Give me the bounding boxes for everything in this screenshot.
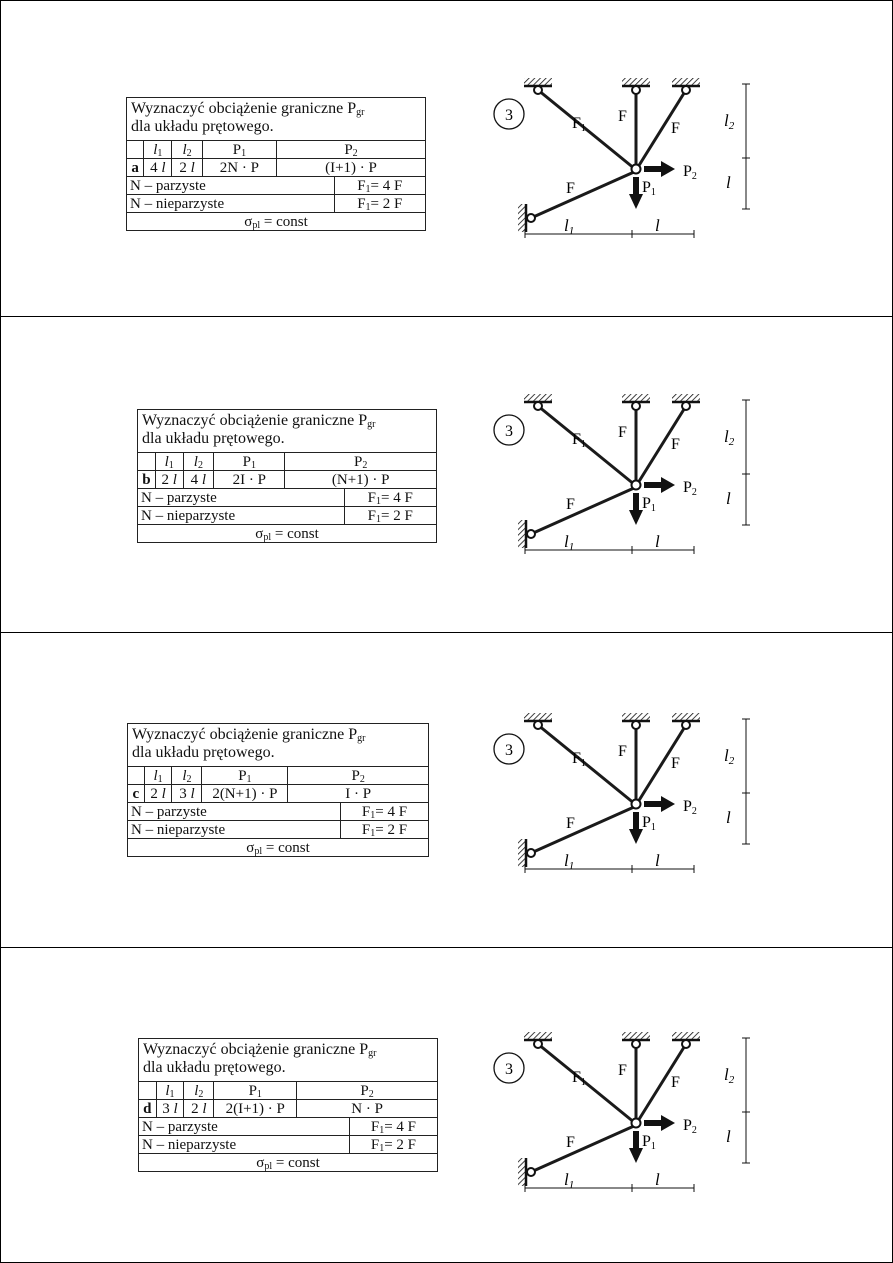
support-middle-top: [622, 1032, 650, 1040]
task-title: [139, 1039, 438, 1082]
title-line1: Wyznaczyć obciążenie graniczne P: [143, 1041, 369, 1058]
value-l1: 3 l: [156, 1100, 184, 1118]
value-l2: 2 l: [184, 1100, 214, 1118]
variant-letter: a: [127, 159, 144, 177]
row-odd-f1: $F_1= 2$ F: [334, 195, 425, 213]
hinge-left-bottom: [527, 1168, 535, 1176]
value-l1: 2 l: [144, 785, 172, 803]
variant-letter: c: [128, 785, 145, 803]
problem-number: 3: [505, 742, 513, 759]
node-joint: [632, 800, 641, 809]
task-title: [138, 410, 437, 453]
title-sub: gr: [357, 733, 366, 744]
bar-f-bottom: [531, 172, 634, 218]
header-l1: $l_1$: [144, 767, 172, 785]
label-p1: P1: [642, 814, 656, 833]
row-even-label: N – parzyste: [139, 1118, 350, 1136]
hinge-middle-top: [632, 86, 640, 94]
load-p1-arrow: [629, 1131, 643, 1163]
task-table: [127, 723, 429, 857]
bar-f1: [538, 406, 635, 485]
title-line2: dla układu prętowego.: [142, 430, 285, 447]
label-f-bottom: F: [566, 1134, 575, 1151]
row-odd-f1: $F_1= 2$ F: [349, 1136, 437, 1154]
label-f-vertical: F: [618, 743, 627, 760]
hinge-left-top: [534, 1040, 542, 1048]
label-f1: F1: [572, 431, 586, 450]
row-even-label: N – parzyste: [128, 803, 341, 821]
support-left-top: [524, 78, 552, 86]
support-right-top: [672, 1032, 700, 1040]
sigma-row: $\sigma_{pl}$ = const: [138, 525, 437, 543]
problem-number: 3: [505, 107, 513, 124]
header-blank: [139, 1082, 157, 1100]
header-p2: $P_2$: [276, 141, 425, 159]
node-joint: [632, 1119, 641, 1128]
dim-label-l-horizontal: l: [655, 532, 660, 551]
dimension-horizontal: [525, 546, 694, 554]
header-l1: $l_1$: [155, 453, 183, 471]
header-p2: $P_2$: [297, 1082, 438, 1100]
row-even-f1: $F_1= 4$ F: [340, 803, 428, 821]
label-f1: F1: [572, 750, 586, 769]
row-odd-f1: $F_1= 2$ F: [344, 507, 436, 525]
dim-label-l-vertical: l: [726, 808, 731, 827]
header-p2: $P_2$: [285, 453, 437, 471]
header-p1: $P_1$: [202, 141, 276, 159]
label-p1: P1: [642, 495, 656, 514]
hinge-left-top: [534, 86, 542, 94]
value-l1: 4 l: [144, 159, 172, 177]
header-blank: [127, 141, 144, 159]
header-p2: $P_2$: [288, 767, 429, 785]
hinge-middle-top: [632, 1040, 640, 1048]
load-p2-arrow: [644, 477, 675, 493]
header-blank: [128, 767, 145, 785]
value-p2: (I+1) · P: [276, 159, 425, 177]
dim-label-l-vertical: l: [726, 173, 731, 192]
label-p1: P1: [642, 179, 656, 198]
label-p2: P2: [683, 479, 697, 498]
title-sub: gr: [356, 107, 365, 118]
dim-label-l-horizontal: l: [655, 216, 660, 235]
problem-panel-a: [1, 1, 892, 316]
support-left-bottom: [518, 520, 526, 548]
task-table: [137, 409, 437, 543]
task-table: [138, 1038, 438, 1172]
dim-label-l-horizontal: l: [655, 851, 660, 870]
problem-panel-d: [1, 947, 892, 1262]
value-p1: 2(I+1) · P: [214, 1100, 297, 1118]
title-line2: dla układu prętowego.: [132, 744, 275, 761]
truss-diagram: [491, 1030, 791, 1210]
value-l2: 2 l: [172, 159, 203, 177]
problem-number: 3: [505, 1061, 513, 1078]
dimension-horizontal: [525, 1184, 694, 1192]
load-p2-arrow: [644, 1115, 675, 1131]
label-f-right: F: [671, 1074, 680, 1091]
title-line2: dla układu prętowego.: [143, 1059, 286, 1076]
load-p2-arrow: [644, 161, 675, 177]
row-odd-label: N – nieparzyste: [128, 821, 341, 839]
dimension-vertical: [742, 400, 750, 525]
bar-f-bottom: [531, 1126, 634, 1172]
dimension-vertical: [742, 719, 750, 844]
bar-f1: [538, 1044, 635, 1123]
hinge-left-bottom: [527, 849, 535, 857]
title-sub: gr: [367, 419, 376, 430]
hinge-right-top: [682, 721, 690, 729]
bar-f1: [538, 90, 635, 169]
dim-label-l-horizontal: l: [655, 1170, 660, 1189]
value-l1: 2 l: [155, 471, 183, 489]
task-title: [127, 98, 426, 141]
dim-label-l2: l2: [724, 427, 735, 448]
label-f1: F1: [572, 1069, 586, 1088]
label-p2: P2: [683, 798, 697, 817]
label-f-right: F: [671, 436, 680, 453]
problem-panel-b: [1, 316, 892, 632]
support-left-bottom: [518, 1158, 526, 1186]
sigma-row: $\sigma_{pl}$ = const: [139, 1154, 438, 1172]
header-l1: $l_1$: [144, 141, 172, 159]
label-f-bottom: F: [566, 496, 575, 513]
label-f-vertical: F: [618, 108, 627, 125]
label-f-bottom: F: [566, 815, 575, 832]
value-p1: 2I · P: [214, 471, 285, 489]
label-f-right: F: [671, 755, 680, 772]
load-p1-arrow: [629, 812, 643, 844]
hinge-right-top: [682, 1040, 690, 1048]
load-p1-arrow: [629, 177, 643, 209]
task-title: [128, 724, 429, 767]
support-left-bottom: [518, 839, 526, 867]
support-right-top: [672, 713, 700, 721]
support-middle-top: [622, 713, 650, 721]
support-right-top: [672, 78, 700, 86]
hinge-middle-top: [632, 402, 640, 410]
dimension-vertical: [742, 1038, 750, 1163]
dim-label-l2: l2: [724, 1065, 735, 1086]
title-line1: Wyznaczyć obciążenie graniczne P: [131, 100, 357, 117]
dim-label-l1: l1: [564, 851, 575, 872]
label-f-vertical: F: [618, 1062, 627, 1079]
hinge-left-bottom: [527, 214, 535, 222]
hinge-right-top: [682, 86, 690, 94]
support-left-top: [524, 713, 552, 721]
dimension-vertical: [742, 84, 750, 209]
row-even-label: N – parzyste: [138, 489, 345, 507]
row-odd-label: N – nieparzyste: [139, 1136, 350, 1154]
dim-label-l1: l1: [564, 532, 575, 553]
header-l2: $l_2$: [172, 141, 203, 159]
hinge-left-top: [534, 402, 542, 410]
node-joint: [632, 481, 641, 490]
dim-label-l-vertical: l: [726, 489, 731, 508]
truss-diagram: [491, 76, 791, 256]
support-left-top: [524, 1032, 552, 1040]
label-p2: P2: [683, 1117, 697, 1136]
row-odd-label: N – nieparzyste: [138, 507, 345, 525]
hinge-left-bottom: [527, 530, 535, 538]
row-even-f1: $F_1= 4$ F: [349, 1118, 437, 1136]
bar-f-bottom: [531, 807, 634, 853]
label-f-vertical: F: [618, 424, 627, 441]
load-p1-arrow: [629, 493, 643, 525]
row-even-f1: $F_1= 4$ F: [344, 489, 436, 507]
header-blank: [138, 453, 156, 471]
header-p1: $P_1$: [214, 453, 285, 471]
hinge-middle-top: [632, 721, 640, 729]
dim-label-l-vertical: l: [726, 1127, 731, 1146]
sigma-row: $\sigma_{pl}$ = const: [127, 213, 426, 231]
support-middle-top: [622, 394, 650, 402]
value-l2: 3 l: [172, 785, 202, 803]
variant-letter: b: [138, 471, 156, 489]
dimension-horizontal: [525, 230, 694, 238]
value-p2: I · P: [288, 785, 429, 803]
header-p1: $P_1$: [214, 1082, 297, 1100]
dim-label-l1: l1: [564, 216, 575, 237]
header-l2: $l_2$: [184, 1082, 214, 1100]
bar-f1: [538, 725, 635, 804]
row-odd-f1: $F_1= 2$ F: [340, 821, 428, 839]
header-l1: $l_1$: [156, 1082, 184, 1100]
label-f-right: F: [671, 120, 680, 137]
dim-label-l2: l2: [724, 111, 735, 132]
label-p2: P2: [683, 163, 697, 182]
value-p2: N · P: [297, 1100, 438, 1118]
title-line1: Wyznaczyć obciążenie graniczne P: [142, 412, 368, 429]
title-sub: gr: [368, 1048, 377, 1059]
sigma-row: $\sigma_{pl}$ = const: [128, 839, 429, 857]
value-p2: (N+1) · P: [285, 471, 437, 489]
truss-diagram: [491, 392, 791, 572]
task-table: [126, 97, 426, 231]
title-line2: dla układu prętowego.: [131, 118, 274, 135]
title-line1: Wyznaczyć obciążenie graniczne P: [132, 726, 358, 743]
dimension-horizontal: [525, 865, 694, 873]
dim-label-l1: l1: [564, 1170, 575, 1191]
row-odd-label: N – nieparzyste: [127, 195, 335, 213]
header-l2: $l_2$: [172, 767, 202, 785]
problem-number: 3: [505, 423, 513, 440]
truss-diagram: [491, 711, 791, 891]
problem-panel-c: [1, 632, 892, 947]
hinge-right-top: [682, 402, 690, 410]
hinge-left-top: [534, 721, 542, 729]
value-l2: 4 l: [183, 471, 213, 489]
load-p2-arrow: [644, 796, 675, 812]
node-joint: [632, 165, 641, 174]
label-f-bottom: F: [566, 180, 575, 197]
support-left-bottom: [518, 204, 526, 232]
label-f1: F1: [572, 115, 586, 134]
label-p1: P1: [642, 1133, 656, 1152]
bar-f-bottom: [531, 488, 634, 534]
variant-letter: d: [139, 1100, 157, 1118]
support-middle-top: [622, 78, 650, 86]
dim-label-l2: l2: [724, 746, 735, 767]
row-even-label: N – parzyste: [127, 177, 335, 195]
value-p1: 2(N+1) · P: [202, 785, 288, 803]
support-right-top: [672, 394, 700, 402]
support-left-top: [524, 394, 552, 402]
header-p1: $P_1$: [202, 767, 288, 785]
header-l2: $l_2$: [183, 453, 213, 471]
value-p1: 2N · P: [202, 159, 276, 177]
row-even-f1: $F_1= 4$ F: [334, 177, 425, 195]
